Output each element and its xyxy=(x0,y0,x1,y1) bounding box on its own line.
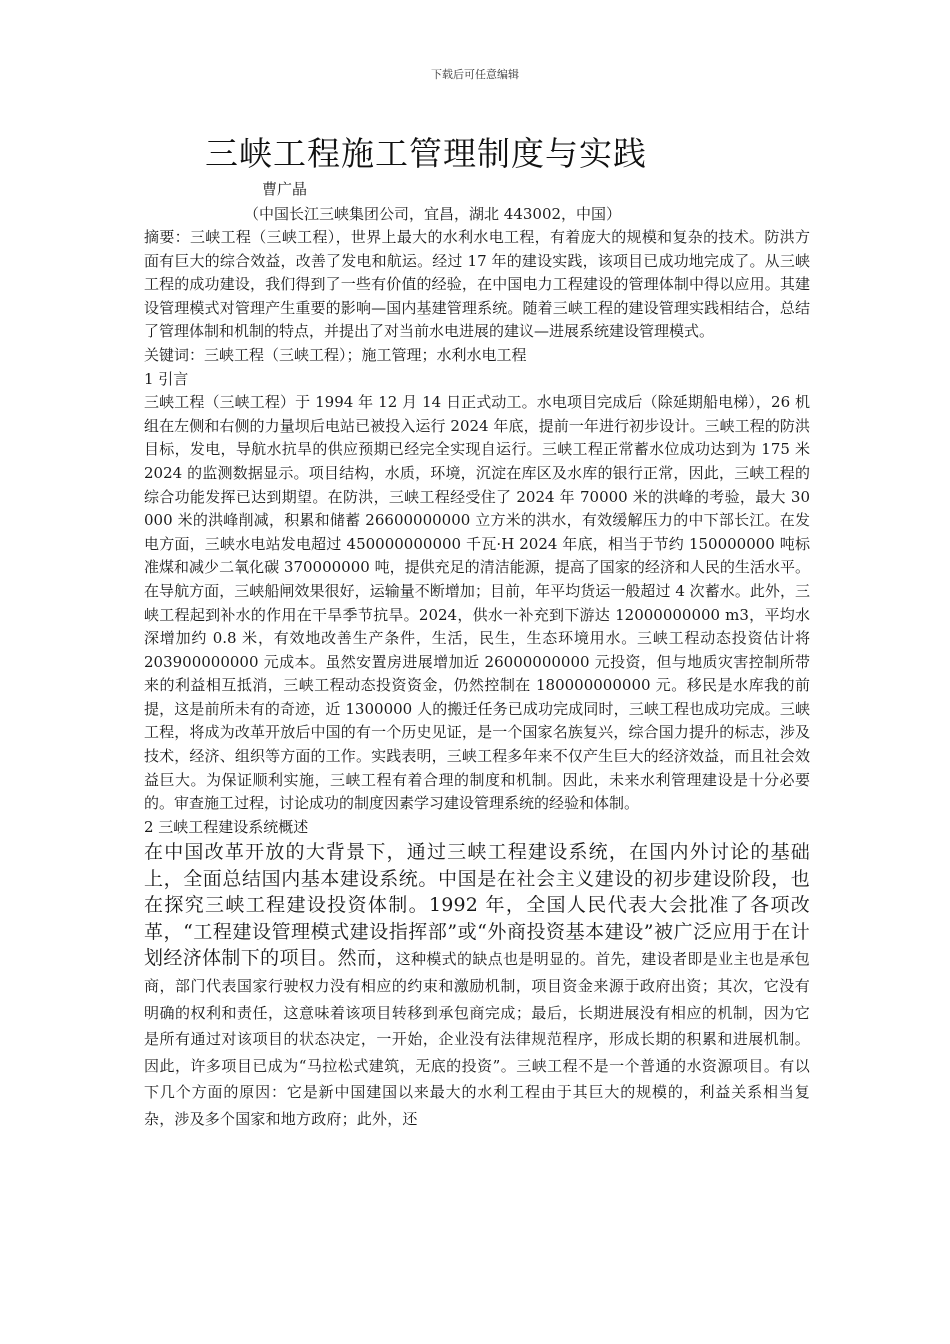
author-name: 曹广晶 xyxy=(262,180,308,198)
page-title: 三峡工程施工管理制度与实践 xyxy=(205,134,647,173)
author-affiliation: （中国长江三峡集团公司，宜昌，湖北 443002，中国） xyxy=(244,205,622,223)
header-note: 下载后可任意编辑 xyxy=(431,68,519,81)
section-1-heading: 1 引言 xyxy=(144,369,189,388)
article-body xyxy=(144,226,810,1132)
section-2-heading: 2 三峡工程建设系统概述 xyxy=(144,817,309,836)
section-2-small-text: 这种模式的缺点也是明显的。首先，建设者即是业主也是承包商，部门代表国家行驶权力没有相应的约束和激励机制，项目资金来源于政府出资；其次，它没有明确的权利和责任，这意味着该项目转移到承包商完成；最后，长期进展没有相应的机制，因为它是所有通过对该项目的状态决定，一开始，企业没有法律规范程序，形成长期的积累和进展机制。因此，许多项目已成为“马拉松式建筑，无底的投资”。三峡工程不是一个普通的水资源项目。有以下几个方面的原因：它是新中国建国以来最大的水利工程由于其巨大的规模的，利益关系相当复杂，涉及多个国家和地方政府；此外，还 xyxy=(144,950,811,1128)
section-1-paragraph: 三峡工程（三峡工程）于 1994 年 12 月 14 日正式动工。水电项目完成后（除延期船电梯），26 机组在左侧和右侧的力量坝后电站已被投入运行 2024 年底，提前一年进行初步设计。三峡工程的防洪目标，发电，导航水抗旱的供应预期已经完全实现自运行。三峡工程正常蓄水位成功达到为 175 米 2024 的监测数据显示。项目结构，水质，环境，沉淀在库区及水库的银行正常，因此，三峡工程的综合功能发挥已达到期望。在防洪，三峡工程经受住了 2024 年 70000 米的洪峰的考验，最大 30 000 米的洪峰削减，积累和储蓄 26600000000 立方米的洪水，有效缓解压力的中下部长江。在发电方面，三峡水电站发电超过 450000000000 千瓦·H 2024 年底，相当于节约 150000000 吨标准煤和减少二氧化碳 370000000 吨，提供充足的清洁能源，提高了国家的经济和人民的生活水平。在导航方面，三峡船闸效果很好，运输量不断增加；目前，年平均货运一般超过 4 次蓄水。此外，三峡工程起到补水的作用在干旱季节抗旱。2024，供水一补充到下游达 12000000000 m3，平均水深增加约 0.8 米，有效地改善生产条件，生活，民生，生态环境用水。三峡工程动态投资估计将 203900000000 元成本。虽然安置房进展增加近 26000000000 元投资，但与地质灾害控制所带来的利益相互抵消，三峡工程动态投资资金，仍然控制在 180000000000 元。移民是水库我的前提，这是前所未有的奇迹，近 1300000 人的搬迁任务已成功完成同时，三峡工程也成功完成。三峡工程，将成为改革开放后中国的有一个历史见证，是一个国家名族复兴，综合国力提升的标志，涉及技术，经济、组织等方面的工作。实践表明，三峡工程多年来不仅产生巨大的经济效益，而且社会效益巨大。为保证顺利实施，三峡工程有着合理的制度和机制。因此，未来水利管理建设是十分必要的。审查施工过程，讨论成功的制度因素学习建设管理系统的经验和体制。 xyxy=(144,393,810,813)
section-2-paragraph xyxy=(144,839,810,1131)
section-2-large-text: 在中国改革开放的大背景下，通过三峡工程建设系统，在国内外讨论的基础上，全面总结国内基本建设系统。中国是在社会主义建设的初步建设阶段，也在探究三峡工程建设投资体制。1992 年，全国人民代表大会批准了各项改革，“工程建设管理模式建设指挥部”或“外商投资基本建设”被广泛应用于在计划经济体制下的项目。然而， xyxy=(144,841,810,970)
abstract-paragraph: 摘要：三峡工程（三峡工程），世界上最大的水利水电工程，有着庞大的规模和复杂的技术。防洪方面有巨大的综合效益，改善了发电和航运。经过 17 年的建设实践，该项目已成功地完成了。从三峡工程的成功建设，我们得到了一些有价值的经验，在中国电力工程建设的管理体制中得以应用。其建设管理模式对管理产生重要的影响—国内基建管理系统。随着三峡工程的建设管理实践相结合，总结了管理体制和机制的特点，并提出了对当前水电进展的建议—进展系统建设管理模式。 xyxy=(144,228,810,341)
keywords-line: 关键词：三峡工程（三峡工程）；施工管理；水利水电工程 xyxy=(144,345,527,364)
